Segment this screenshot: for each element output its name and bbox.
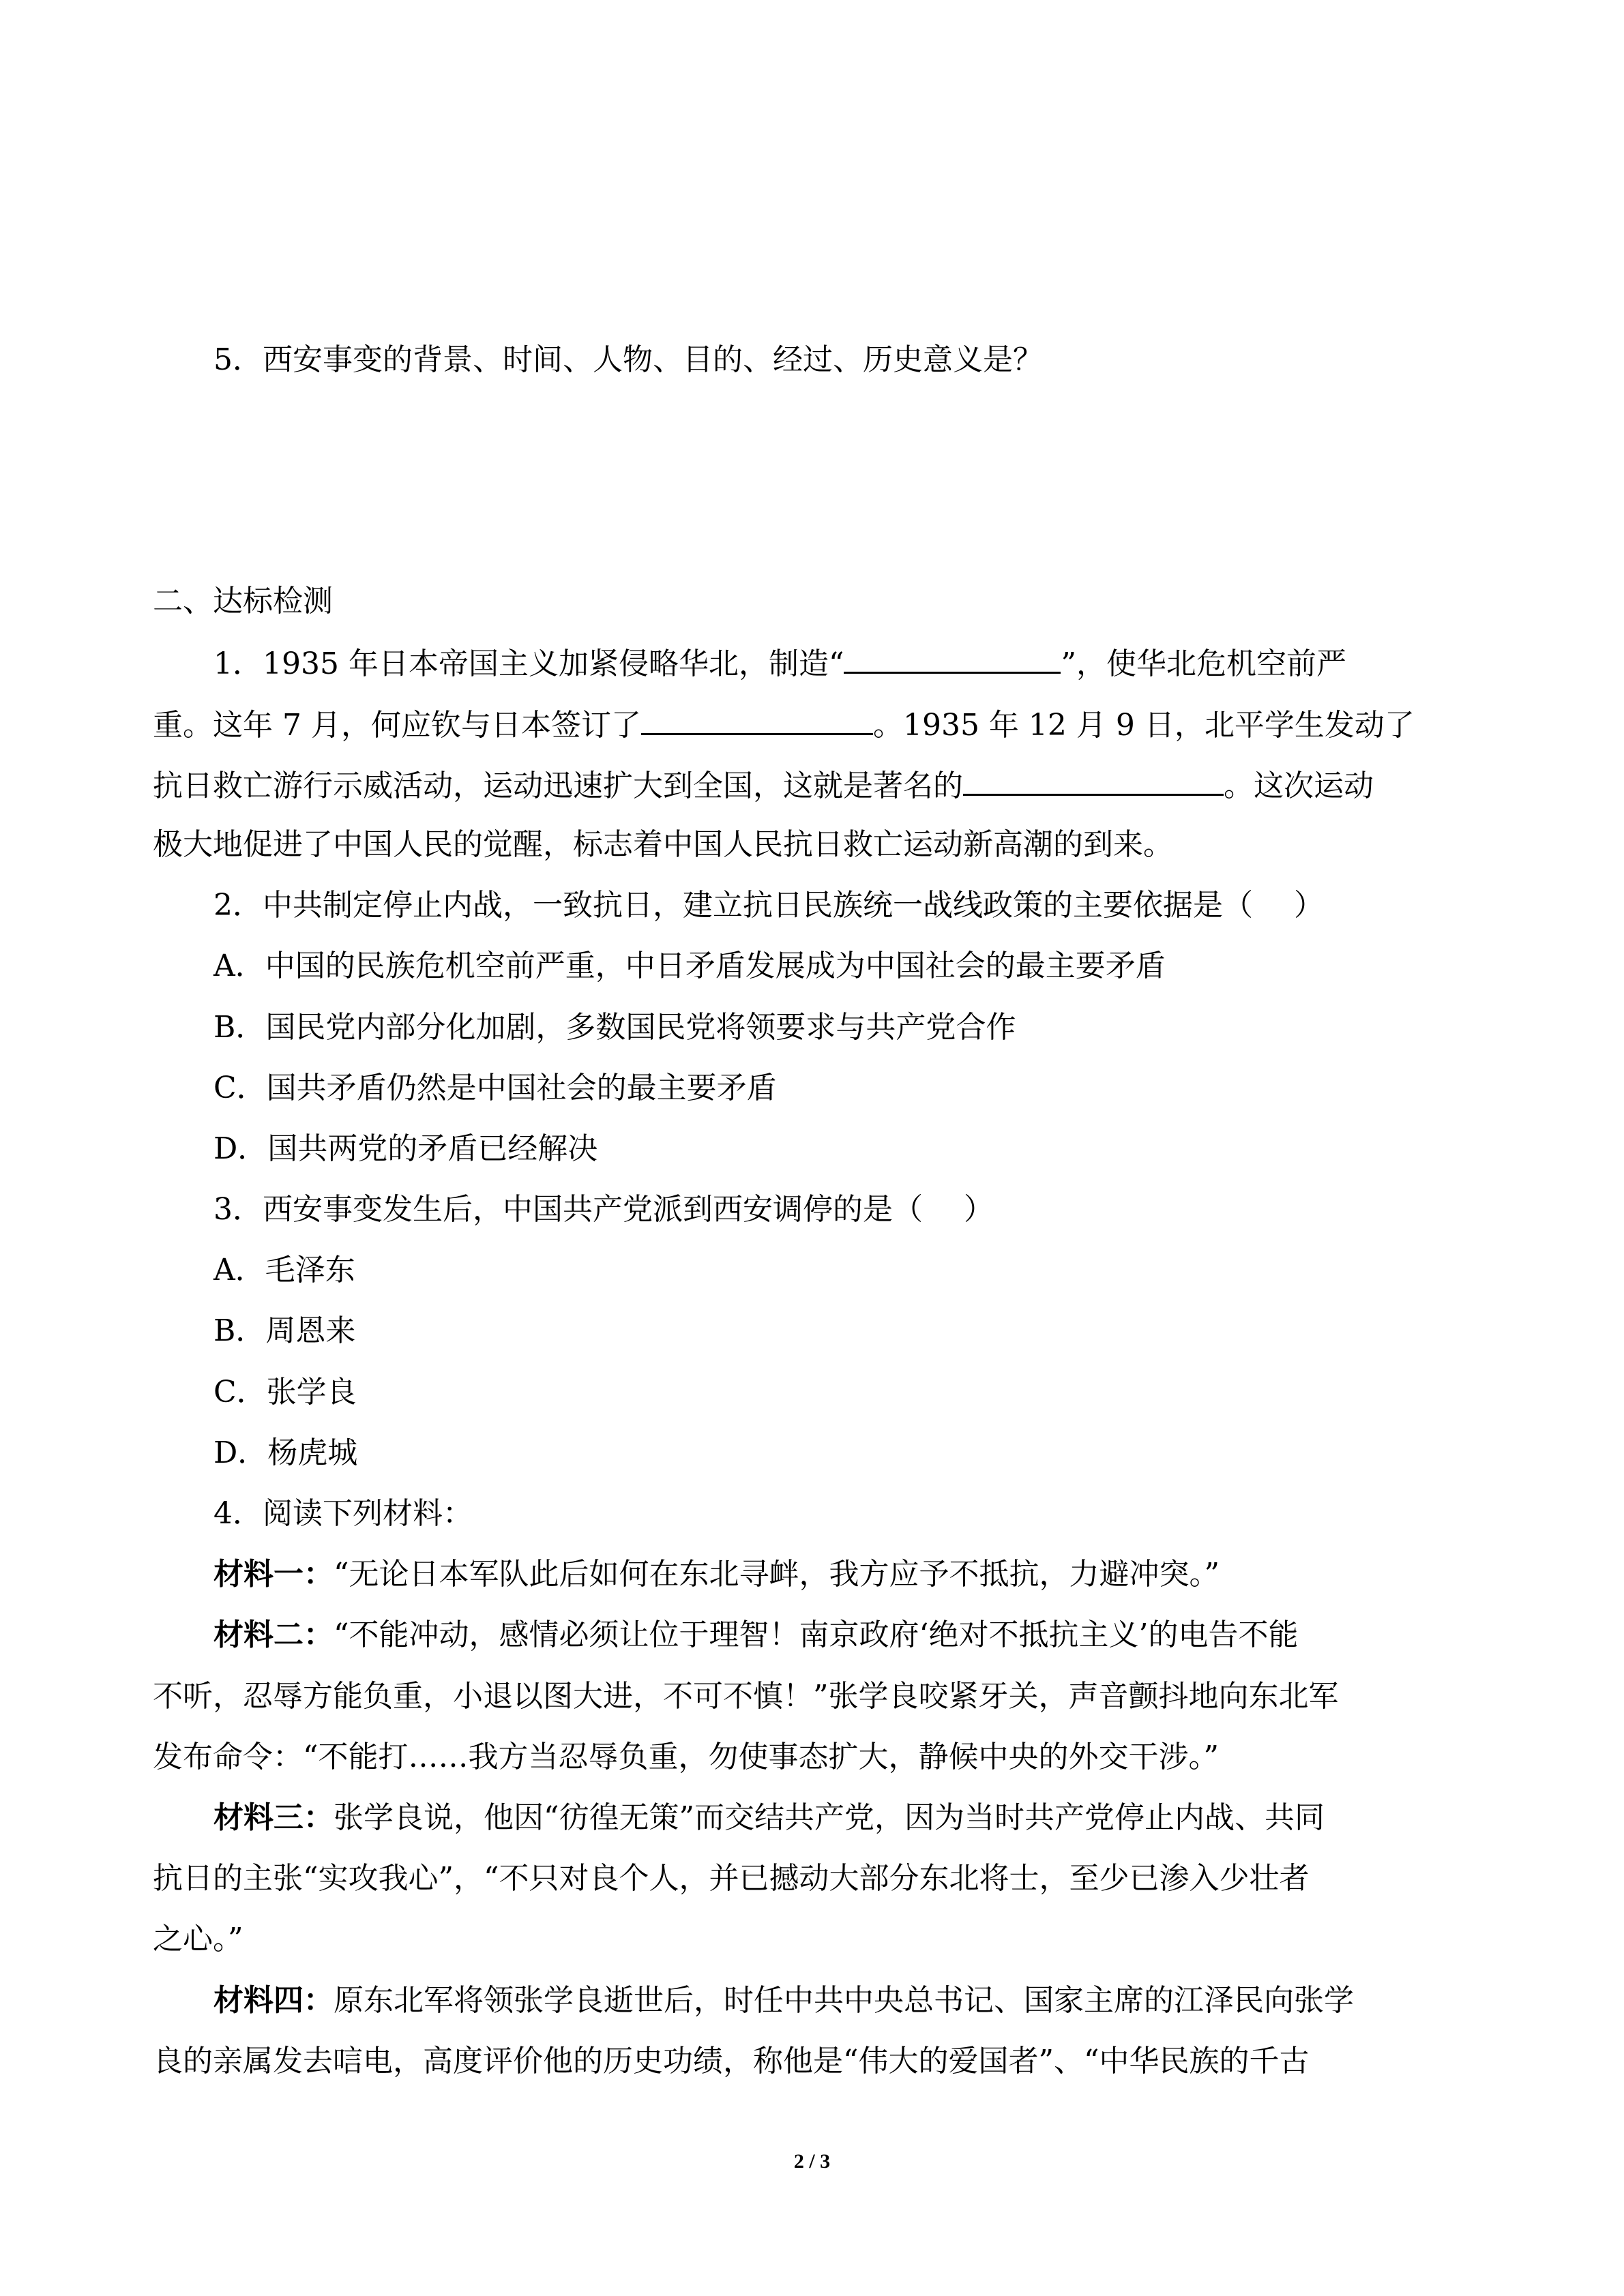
material-2-line-3: 发布命令：“不能打……我方当忍辱负重，勿使事态扩大，静候中央的外交干涉。” (153, 1740, 1219, 1774)
answer-blank-3[interactable] (963, 764, 1224, 796)
option-c: C．国共矛盾仍然是中国社会的最主要矛盾 (213, 1071, 777, 1105)
option-a: A．毛泽东 (213, 1253, 355, 1287)
material-label: 材料二： (213, 1617, 334, 1652)
answer-blank-2[interactable] (641, 703, 873, 735)
material-4-line-1: 材料四：原东北军将领张学良逝世后，时任中共中央总书记、国家主席的江泽民向张学 (213, 1983, 1354, 2018)
material-2-line-2: 不听，忍辱方能负重，小退以图大进，不可不慎！”张学良咬紧牙关，声音颤抖地向东北军 (153, 1679, 1339, 1714)
material-3-line-2: 抗日的主张“实攻我心”，“不只对良个人，并已撼动大部分东北将士，至少已渗入少壮者 (153, 1861, 1310, 1896)
question-5: 5．西安事变的背景、时间、人物、目的、经过、历史意义是？ (213, 342, 1043, 377)
question-3-stem: 3．西安事变发生后，中国共产党派到西安调停的是（ ） (213, 1192, 994, 1227)
option-a: A．中国的民族危机空前严重，中日矛盾发展成为中国社会的最主要矛盾 (213, 949, 1166, 983)
option-b: B．国民党内部分化加剧，多数国民党将领要求与共产党合作 (213, 1010, 1016, 1045)
material-3-line-1: 材料三：张学良说，他因“彷徨无策”而交结共产党，因为当时共产党停止内战、共同 (213, 1800, 1325, 1835)
answer-blank-1[interactable] (844, 642, 1061, 674)
material-label: 材料四： (213, 1983, 334, 2018)
material-label: 材料三： (213, 1800, 334, 1835)
option-d: D．国共两党的矛盾已经解决 (213, 1131, 598, 1166)
option-c: C．张学良 (213, 1375, 357, 1410)
question-1-line-3: 抗日救亡游行示威活动，运动迅速扩大到全国，这就是著名的 。这次运动 (153, 764, 1374, 807)
question-1-line-2: 重。这年 7 月，何应钦与日本签订了 。1935 年 12 月 9 日，北平学生发动了 (153, 703, 1415, 746)
page-number: 2 / 3 (793, 2150, 831, 2173)
section-title: 二、达标检测 (153, 584, 333, 618)
material-2-line-1: 材料二：“不能冲动，感情必须让位于理智！南京政府‘绝对不抵抗主义’的电告不能 (213, 1617, 1299, 1652)
question-1-line-1: 1．1935 年日本帝国主义加紧侵略华北，制造“ ”，使华北危机空前严 (213, 642, 1346, 685)
question-2-stem: 2．中共制定停止内战，一致抗日，建立抗日民族统一战线政策的主要依据是（ ） (213, 888, 1324, 923)
material-4-line-2: 良的亲属发去唁电，高度评价他的历史功绩，称他是“伟大的爱国者”、“中华民族的千古 (153, 2044, 1310, 2078)
material-1: 材料一：“无论日本军队此后如何在东北寻衅，我方应予不抵抗，力避冲突。” (213, 1557, 1220, 1592)
option-d: D．杨虎城 (213, 1435, 358, 1470)
option-b: B．周恩来 (213, 1313, 356, 1348)
question-4-stem: 4．阅读下列材料： (213, 1496, 473, 1531)
material-3-line-3: 之心。” (153, 1922, 243, 1956)
material-label: 材料一： (213, 1557, 334, 1592)
question-1-line-4: 极大地促进了中国人民的觉醒，标志着中国人民抗日救亡运动新高潮的到来。 (153, 827, 1173, 862)
